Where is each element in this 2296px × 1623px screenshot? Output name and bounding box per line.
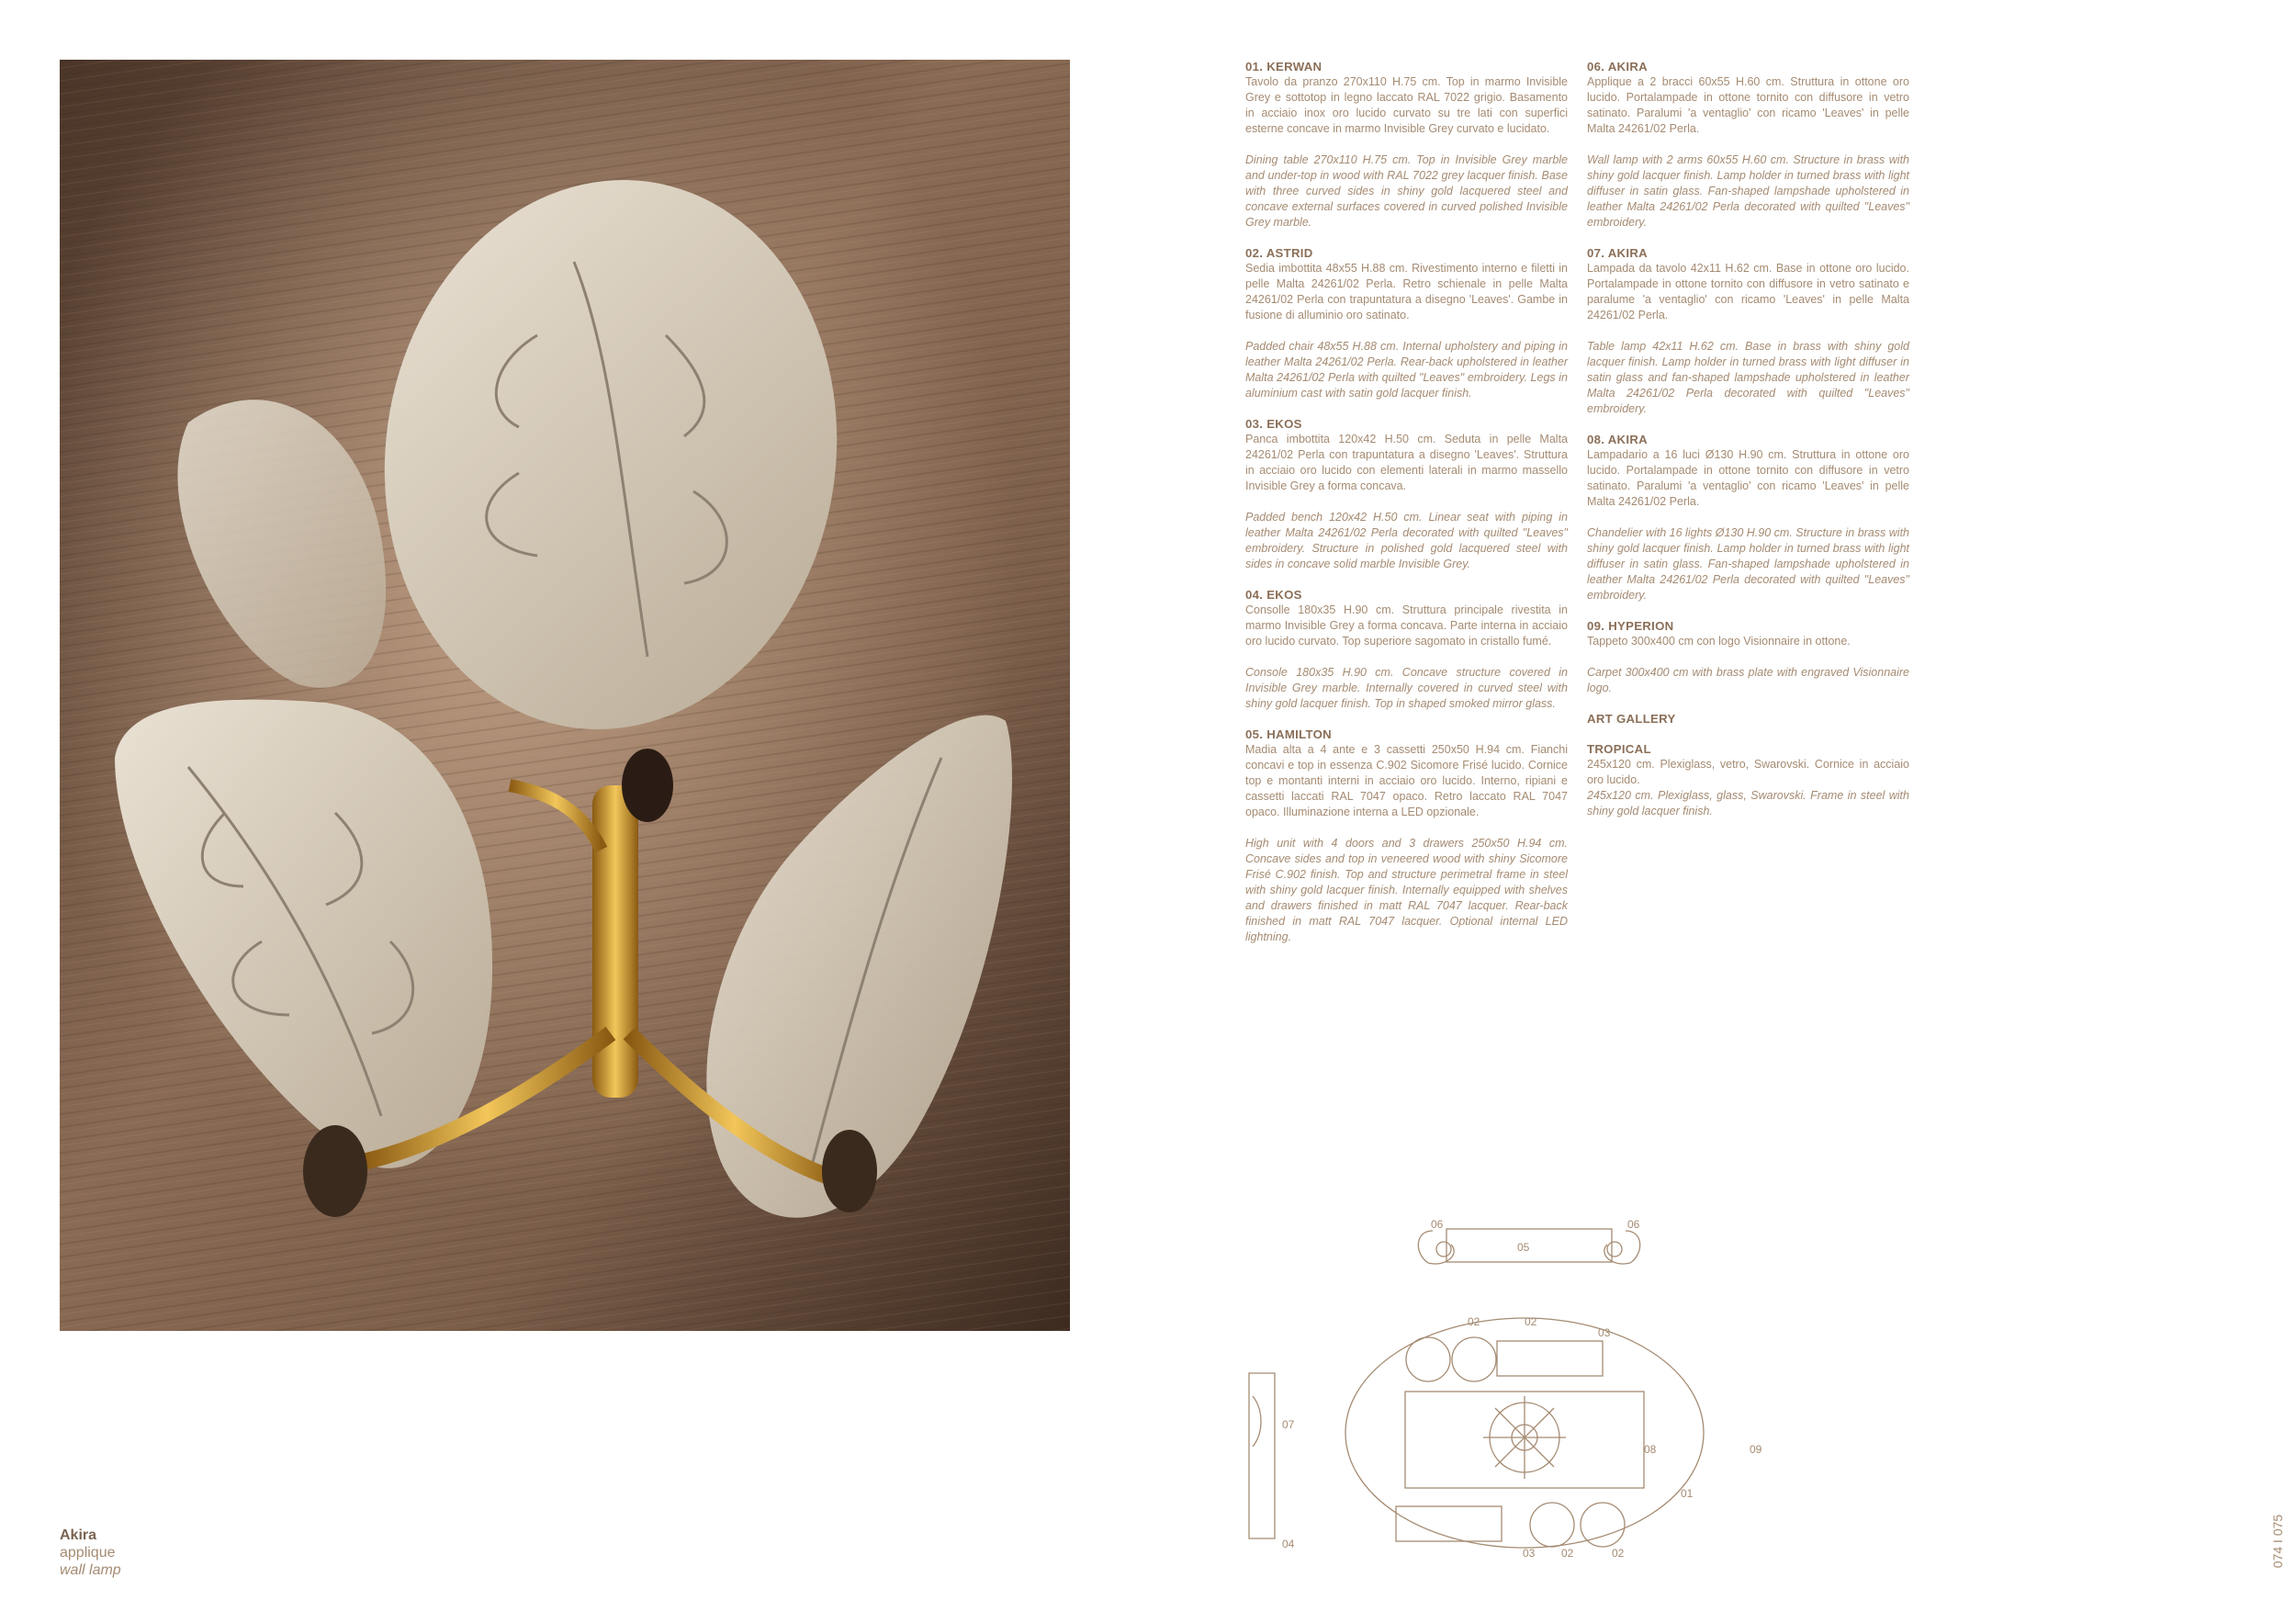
plan-label-02: 02 [1468, 1315, 1480, 1328]
page-number [2268, 1506, 2287, 1580]
plan-label-01: 01 [1681, 1487, 1694, 1500]
plan-label-06: 06 [1627, 1218, 1640, 1231]
plan-label-03: 03 [1598, 1326, 1611, 1339]
spec-title: 09. HYPERION [1587, 619, 1674, 633]
floor-plan [1231, 1212, 1818, 1561]
spec-title: TROPICAL [1587, 742, 1651, 756]
plan-label-06: 06 [1431, 1218, 1444, 1231]
spec-entry-art-gallery [1587, 711, 1909, 727]
spec-entry-ekos-console [1245, 587, 1568, 712]
spec-text-it: Madia alta a 4 ante e 3 cassetti 250x50 H.94 cm. Fianchi concavi e top in essenza C.902 Sicomore Frisé lucido. Cornice top e montanti interni in acciaio oro lucido. Interno, ripiani e cassetti laccati RAL 7047 opaco. Retro laccato RAL 7047 opaco. Illuminazione interna a LED opzionale. [1245, 743, 1568, 818]
spec-text-it: Sedia imbottita 48x55 H.88 cm. Rivestimento interno e filetti in pelle Malta 24261/02 Perla. Retro schienale in pelle Malta 24261/02 Perla con trapuntatura a disegno 'Leaves'. Gambe in fusione di alluminio oro satinato. [1245, 262, 1568, 321]
page-number-text: 074 I 075 [2270, 1514, 2285, 1569]
spec-column-1 [1245, 59, 1568, 960]
spec-column-2 [1587, 59, 1909, 834]
spec-title: 08. AKIRA [1587, 433, 1648, 446]
plan-label-04: 04 [1282, 1538, 1295, 1550]
product-photo [60, 60, 1070, 1331]
spec-text-it: Tavolo da pranzo 270x110 H.75 cm. Top in marmo Invisible Grey e sottotop in legno laccato RAL 7022 grigio. Basamento in acciaio inox oro lucido curvato su tre lati con superfici esterne concave in marmo Invisible Grey curvato e lucidato. [1245, 75, 1568, 135]
spec-title: 01. KERWAN [1245, 60, 1322, 73]
photo-caption [60, 1527, 121, 1579]
spec-title: 03. EKOS [1245, 417, 1302, 431]
caption-title: Akira [60, 1527, 97, 1543]
spec-text-en: Console 180x35 H.90 cm. Concave structure covered in Invisible Grey marble. Internally covered in curved steel with shiny gold lacquer finish. Top in shaped smoked mirror glass. [1245, 666, 1568, 710]
spec-text-en: Padded chair 48x55 H.88 cm. Internal upholstery and piping in leather Malta 24261/02 Perla. Rear-back upholstered in leather Malta 24261/02 Perla with quilted "Leaves" embroidery. Legs in aluminium cast with satin gold lacquer finish. [1245, 340, 1568, 400]
spec-text-it: Lampada da tavolo 42x11 H.62 cm. Base in ottone oro lucido. Portalampade in ottone tornito con diffusore in vetro satinato e paralume 'a ventaglio' con ricamo 'Leaves' in pelle Malta 24261/02 Perla. [1587, 262, 1909, 321]
spec-title: 07. AKIRA [1587, 246, 1648, 260]
spec-entry-ekos-bench [1245, 416, 1568, 572]
plan-label-08: 08 [1644, 1443, 1657, 1456]
plan-label-09: 09 [1750, 1443, 1762, 1456]
caption-subtitle-en: wall lamp [60, 1562, 121, 1578]
spec-text-en: Padded bench 120x42 H.50 cm. Linear seat with piping in leather Malta 24261/02 Perla decorated with quilted "Leaves" embroidery. Structure in polished gold lacquered steel with sides in concave solid marble Invisible Grey. [1245, 511, 1568, 570]
spec-text-it: Panca imbottita 120x42 H.50 cm. Seduta in pelle Malta 24261/02 Perla con trapuntatura a disegno 'Leaves'. Struttura in acciaio oro lucido con elementi laterali in marmo massello Invisible Grey a forma concava. [1245, 433, 1568, 492]
spec-entry-hyperion [1587, 618, 1909, 696]
spec-text-it: Applique a 2 bracci 60x55 H.60 cm. Struttura in ottone oro lucido. Portalampade in ottone tornito con diffusore in vetro satinato. Paralumi 'a ventaglio' con ricamo 'Leaves' in pelle Malta 24261/02 Perla. [1587, 75, 1909, 135]
spec-entry-akira-chandelier [1587, 432, 1909, 603]
plan-label-05: 05 [1517, 1241, 1530, 1254]
spec-entry-hamilton [1245, 727, 1568, 945]
spec-entry-astrid [1245, 245, 1568, 401]
spec-title: 04. EKOS [1245, 588, 1302, 602]
spec-entry-tropical [1587, 741, 1909, 819]
spec-entry-kerwan [1245, 59, 1568, 231]
caption-subtitle-it: applique [60, 1545, 116, 1561]
spec-text-en: Carpet 300x400 cm with brass plate with engraved Visionnaire logo. [1587, 666, 1909, 694]
spec-title: 02. ASTRID [1245, 246, 1313, 260]
spec-text-it: Lampadario a 16 luci Ø130 H.90 cm. Struttura in ottone oro lucido. Portalampade in ottone tornito con diffusore in vetro satinato. Paralumi 'a ventaglio' con ricamo 'Leaves' in pelle Malta 24261/02 Perla. [1587, 448, 1909, 508]
wall-lamp-illustration [60, 60, 1070, 1331]
spec-entry-akira-wall [1587, 59, 1909, 231]
plan-label-02: 02 [1612, 1547, 1625, 1560]
spec-text-en: Chandelier with 16 lights Ø130 H.90 cm. Structure in brass with shiny gold lacquer finish. Lamp holder in turned brass with light diffuser in satin glass. Fan-shaped lampshade upholstered in leather Malta 24261/02 Perla decorated with quilted "Leaves" embroidery. [1587, 526, 1909, 602]
gallery-heading: ART GALLERY [1587, 712, 1676, 726]
plan-label-02: 02 [1525, 1315, 1537, 1328]
spec-text-it: Tappeto 300x400 cm con logo Visionnaire in ottone. [1587, 635, 1851, 648]
spec-text-en: Dining table 270x110 H.75 cm. Top in Invisible Grey marble and under-top in wood with RAL 7022 grey lacquer finish. Base with three curved sides in shiny gold lacquered steel and concave external surfaces covered in curved polished Invisible Grey marble. [1245, 153, 1568, 229]
plan-label-03: 03 [1523, 1547, 1536, 1560]
spec-text-en: Wall lamp with 2 arms 60x55 H.60 cm. Structure in brass with shiny gold lacquer finish. Lamp holder in turned brass with light diffuser in satin glass. Fan-shaped lampshade upholstered in leather Malta 24261/02 Perla decorated with quilted "Leaves" embroidery. [1587, 153, 1909, 229]
plan-label-02: 02 [1561, 1547, 1574, 1560]
spec-text-en: High unit with 4 doors and 3 drawers 250x50 H.94 cm. Concave sides and top in veneered wood with shiny Sicomore Frisé C.902 finish. Top and structure perimetral frame in steel with shiny gold lacquer finish. Internally equipped with shelves and drawers finished in matt RAL 7047 lacquer. Rear-back finished in matt RAL 7047 lacquer. Optional internal LED lightning. [1245, 837, 1568, 943]
spec-entry-akira-table [1587, 245, 1909, 417]
spec-title: 05. HAMILTON [1245, 727, 1332, 741]
spec-text-it: Consolle 180x35 H.90 cm. Struttura principale rivestita in marmo Invisible Grey a forma concava. Parte interna in acciaio oro lucido curvato. Top superiore sagomato in cristallo fumé. [1245, 603, 1568, 648]
spec-text-it: 245x120 cm. Plexiglass, vetro, Swarovski. Cornice in acciaio oro lucido. [1587, 758, 1909, 786]
floor-plan-drawing [1231, 1212, 1818, 1561]
spec-text-en: Table lamp 42x11 H.62 cm. Base in brass with shiny gold lacquer finish. Lamp holder in turned brass with light diffuser in satin glass and fan-shaped lampshade upholstered in leather Malta 24261/02 Perla decorated with quilted "Leaves" embroidery. [1587, 340, 1909, 415]
plan-label-07: 07 [1282, 1418, 1295, 1431]
spec-title: 06. AKIRA [1587, 60, 1648, 73]
spec-text-en: 245x120 cm. Plexiglass, glass, Swarovski. Frame in steel with shiny gold lacquer finish. [1587, 789, 1909, 817]
